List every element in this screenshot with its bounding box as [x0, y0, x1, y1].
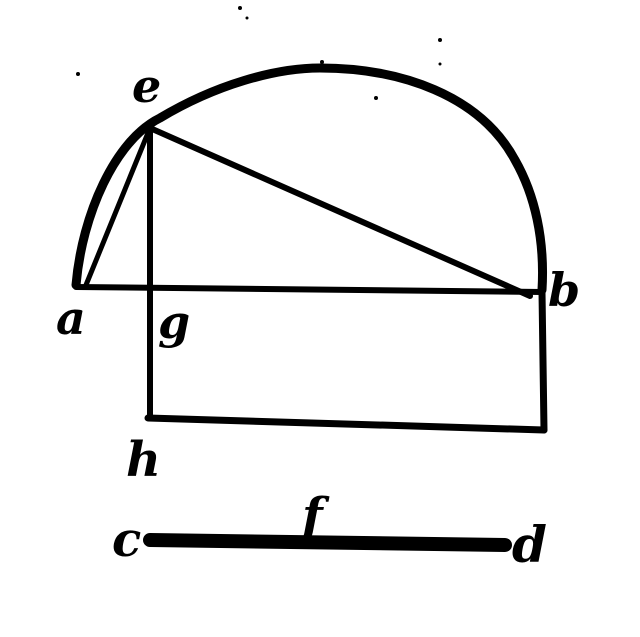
label-c: c: [112, 512, 142, 568]
diameter-line-ab: [76, 287, 542, 292]
print-specks: [76, 6, 442, 100]
rectangle-right-side: [542, 292, 544, 430]
label-b: b: [548, 263, 581, 317]
chord-line-eb: [150, 128, 530, 296]
label-g: g: [158, 295, 191, 349]
label-h: h: [126, 432, 161, 488]
segment-line-cd: [150, 540, 505, 545]
label-e: e: [132, 59, 162, 113]
label-d: d: [512, 515, 547, 574]
label-a: a: [56, 291, 86, 345]
label-f: f: [302, 488, 323, 544]
rectangle-bottom-side: [148, 418, 544, 430]
